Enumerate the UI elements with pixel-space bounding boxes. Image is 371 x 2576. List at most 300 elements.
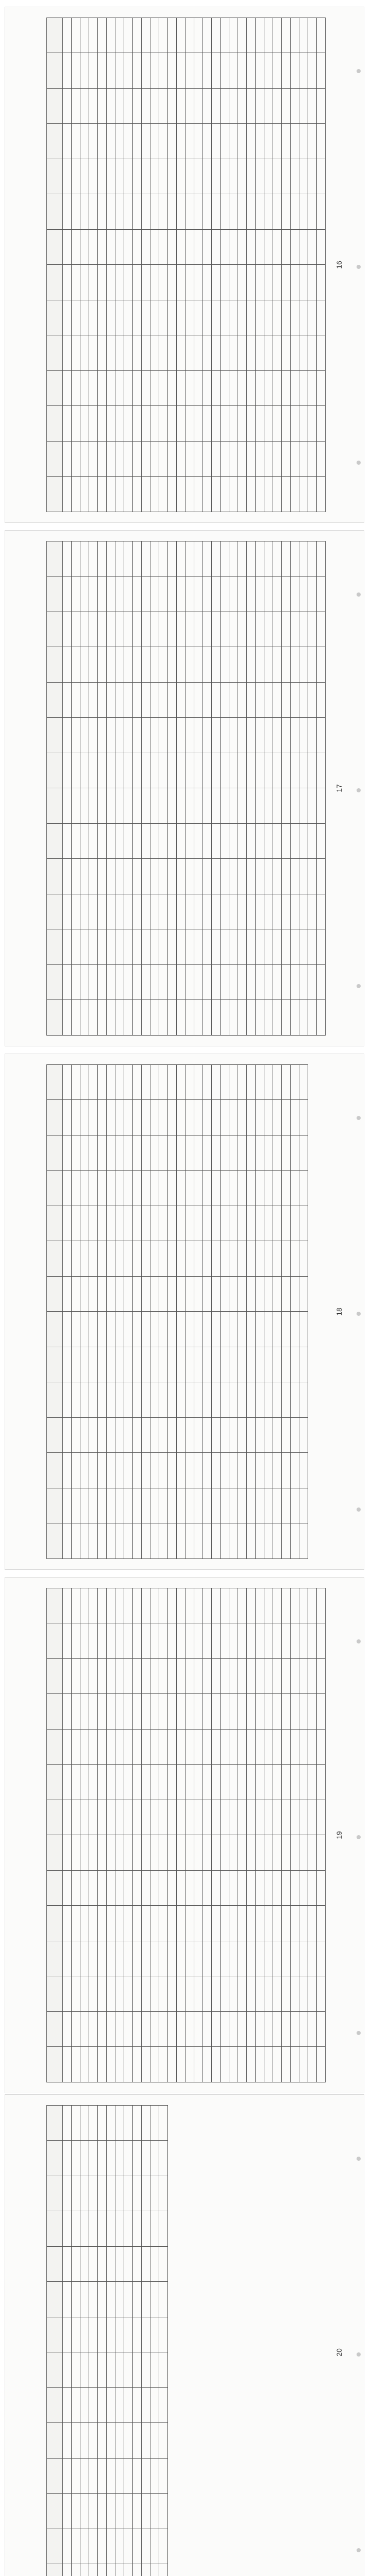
table-cell [107, 718, 115, 753]
table-cell [98, 406, 107, 442]
table-cell [273, 18, 282, 54]
table-cell [89, 300, 98, 336]
table-cell [133, 335, 142, 371]
table-cell [221, 1623, 229, 1659]
table-cell [229, 894, 238, 930]
table-cell [89, 1277, 98, 1312]
table-cell [159, 788, 168, 824]
table-cell [63, 1694, 72, 1730]
table-cell [133, 1623, 142, 1659]
table-cell [80, 2494, 89, 2529]
table-cell [221, 1000, 229, 1036]
table-cell [291, 1136, 299, 1171]
table-cell [221, 788, 229, 824]
table-cell [133, 371, 142, 406]
table-cell [80, 2176, 89, 2212]
table-cell [89, 2388, 98, 2424]
table-cell [98, 442, 107, 477]
table-cell [80, 1800, 89, 1836]
table-cell [238, 1659, 247, 1694]
table-cell [282, 1418, 291, 1453]
table-cell [80, 1277, 89, 1312]
table-cell [115, 89, 124, 124]
table-cell [282, 1765, 291, 1800]
table-cell [63, 53, 72, 89]
table-cell [63, 1906, 72, 1941]
table-cell [264, 1206, 273, 1242]
table-cell [115, 577, 124, 612]
table-row [194, 18, 203, 512]
table-cell [264, 1382, 273, 1418]
table-cell [185, 1418, 194, 1453]
table-cell [221, 1418, 229, 1453]
table-row [142, 1065, 150, 1559]
table-cell [142, 894, 150, 930]
table-cell [115, 1171, 124, 1206]
table-cell [273, 1523, 282, 1559]
table-cell [89, 1694, 98, 1730]
table-cell [115, 894, 124, 930]
table-cell [159, 230, 168, 265]
table-cell [168, 265, 177, 300]
table-cell [317, 824, 326, 859]
table-cell [72, 2106, 80, 2141]
table-cell [221, 1659, 229, 1694]
table-cell [72, 1694, 80, 1730]
table-cell [72, 2388, 80, 2424]
table-cell [142, 2388, 150, 2424]
table-cell [124, 1100, 133, 1136]
table-cell [308, 859, 317, 894]
table-cell [124, 612, 133, 648]
table-cell [150, 159, 159, 195]
table-cell [185, 965, 194, 1001]
table-cell [133, 300, 142, 336]
table-cell [203, 1523, 212, 1559]
table-cell [291, 1347, 299, 1383]
table-cell [80, 159, 89, 195]
table-cell [177, 1694, 185, 1730]
table-cell [177, 230, 185, 265]
table-cell [107, 965, 115, 1001]
table-cell [221, 2047, 229, 2082]
table-cell [221, 1765, 229, 1800]
table-cell [168, 406, 177, 442]
table-cell [256, 1241, 264, 1277]
table-cell [177, 1765, 185, 1800]
table-cell [299, 1871, 308, 1906]
column-header [47, 2176, 63, 2212]
table-cell [229, 683, 238, 718]
table-cell [98, 577, 107, 612]
table-cell [221, 230, 229, 265]
table-cell [291, 1694, 299, 1730]
table-cell [264, 929, 273, 965]
table-row [212, 1065, 221, 1559]
table-cell [150, 1312, 159, 1347]
table-cell [282, 1100, 291, 1136]
table-row [98, 1588, 107, 2082]
table-cell [291, 718, 299, 753]
page-number: 20 [335, 2348, 343, 2357]
table-cell [115, 2176, 124, 2212]
table-cell [212, 2012, 221, 2047]
table-cell [133, 1835, 142, 1871]
table-cell [124, 2317, 133, 2353]
table-cell [115, 1906, 124, 1941]
table-cell [238, 53, 247, 89]
table-cell [115, 965, 124, 1001]
column-header [47, 2529, 63, 2565]
table-cell [72, 1347, 80, 1383]
table-cell [299, 124, 308, 159]
table-cell [194, 300, 203, 336]
table-cell [124, 577, 133, 612]
table-row [247, 18, 256, 512]
table-cell [185, 1659, 194, 1694]
table-cell [142, 1000, 150, 1036]
table-cell [177, 159, 185, 195]
table-cell [89, 18, 98, 54]
table-cell [185, 1835, 194, 1871]
table-cell [142, 647, 150, 683]
table-cell [115, 2106, 124, 2141]
table-row [308, 18, 317, 512]
table-cell [308, 1659, 317, 1694]
table-cell [89, 1730, 98, 1765]
table-cell [63, 1871, 72, 1906]
table-cell [159, 124, 168, 159]
table-cell [238, 1000, 247, 1036]
table-cell [72, 894, 80, 930]
table-cell [80, 1623, 89, 1659]
table-cell [238, 1312, 247, 1347]
table-cell [273, 1171, 282, 1206]
table-cell [133, 1941, 142, 1977]
table-cell [177, 194, 185, 230]
table-cell [133, 2282, 142, 2317]
table-cell [221, 1730, 229, 1765]
table-cell [168, 18, 177, 54]
table-cell [317, 18, 326, 54]
table-cell [89, 1453, 98, 1488]
table-cell [238, 1765, 247, 1800]
table-cell [282, 1730, 291, 1765]
table-cell [124, 335, 133, 371]
table-cell [168, 1659, 177, 1694]
column-header [47, 1800, 63, 1836]
table-cell [159, 2047, 168, 2082]
table-cell [80, 1347, 89, 1383]
table-cell [107, 1100, 115, 1136]
column-header [47, 929, 63, 965]
table-cell [107, 1241, 115, 1277]
table-cell [133, 718, 142, 753]
table-row [159, 541, 168, 1036]
table-cell [177, 859, 185, 894]
table-cell [80, 718, 89, 753]
table-row [115, 2106, 124, 2576]
table-cell [89, 2012, 98, 2047]
table-cell [229, 53, 238, 89]
rotated-content [5, 1054, 364, 1569]
column-header [47, 1588, 63, 1624]
table-cell [168, 1765, 177, 1800]
table-cell [115, 929, 124, 965]
table-cell [159, 406, 168, 442]
table-cell [273, 1871, 282, 1906]
table-cell [221, 1871, 229, 1906]
table-cell [72, 265, 80, 300]
table-cell [291, 371, 299, 406]
table-cell [89, 788, 98, 824]
table-cell [221, 1453, 229, 1488]
table-cell [247, 753, 256, 789]
table-cell [203, 1730, 212, 1765]
table-cell [291, 2047, 299, 2082]
document-page [5, 7, 364, 522]
table-cell [168, 1171, 177, 1206]
table-cell [80, 2211, 89, 2247]
table-row [63, 541, 72, 1036]
table-cell [142, 929, 150, 965]
table-cell [168, 230, 177, 265]
table-cell [98, 2012, 107, 2047]
table-cell [273, 1976, 282, 2012]
table-cell [256, 1312, 264, 1347]
table-cell [63, 371, 72, 406]
table-cell [185, 1588, 194, 1624]
table-cell [264, 1941, 273, 1977]
table-cell [194, 612, 203, 648]
table-cell [247, 159, 256, 195]
table-cell [107, 1871, 115, 1906]
table-cell [115, 647, 124, 683]
table-cell [299, 159, 308, 195]
table-cell [98, 1418, 107, 1453]
rotated-content [5, 531, 364, 1046]
table-cell [72, 442, 80, 477]
table-cell [115, 2317, 124, 2353]
table-cell [98, 2564, 107, 2576]
price-table [46, 18, 326, 512]
table-cell [72, 1277, 80, 1312]
table-cell [98, 89, 107, 124]
table-cell [80, 965, 89, 1001]
table-cell [63, 477, 72, 512]
table-cell [299, 300, 308, 336]
table-cell [299, 541, 308, 577]
table-cell [273, 335, 282, 371]
table-cell [98, 929, 107, 965]
table-cell [203, 541, 212, 577]
table-cell [72, 1382, 80, 1418]
table-cell [238, 1100, 247, 1136]
table-cell [142, 1976, 150, 2012]
table-cell [63, 859, 72, 894]
table-row [282, 1065, 291, 1559]
table-cell [273, 1694, 282, 1730]
table-cell [107, 2494, 115, 2529]
table-cell [115, 371, 124, 406]
table-cell [150, 1347, 159, 1383]
table-cell [203, 2047, 212, 2082]
table-cell [229, 788, 238, 824]
table-cell [221, 477, 229, 512]
table-cell [72, 230, 80, 265]
table-cell [256, 2047, 264, 2082]
table-cell [194, 1588, 203, 1624]
table-cell [150, 1418, 159, 1453]
table-cell [185, 1347, 194, 1383]
table-cell [229, 265, 238, 300]
table-cell [264, 718, 273, 753]
table-cell [264, 159, 273, 195]
table-cell [247, 1488, 256, 1524]
table-cell [142, 1277, 150, 1312]
table-cell [221, 647, 229, 683]
table-cell [203, 1000, 212, 1036]
table-cell [308, 442, 317, 477]
table-cell [273, 1941, 282, 1977]
table-cell [107, 1171, 115, 1206]
table-cell [185, 1523, 194, 1559]
table-cell [168, 2047, 177, 2082]
table-cell [159, 612, 168, 648]
column-header [47, 1206, 63, 1242]
table-cell [115, 1588, 124, 1624]
table-cell [115, 1241, 124, 1277]
table-cell [133, 2494, 142, 2529]
table-cell [238, 1382, 247, 1418]
table-cell [80, 1171, 89, 1206]
table-row [185, 1065, 194, 1559]
table-cell [150, 1453, 159, 1488]
table-cell [229, 18, 238, 54]
table-cell [107, 2388, 115, 2424]
table-cell [317, 753, 326, 789]
table-row [142, 18, 150, 512]
table-cell [247, 265, 256, 300]
table-cell [273, 1453, 282, 1488]
table-row [256, 1588, 264, 2082]
table-cell [133, 2423, 142, 2459]
table-cell [63, 1453, 72, 1488]
table-cell [273, 1100, 282, 1136]
table-cell [212, 194, 221, 230]
table-cell [168, 1623, 177, 1659]
table-cell [317, 541, 326, 577]
table-cell [299, 1277, 308, 1312]
table-cell [185, 612, 194, 648]
table-cell [247, 230, 256, 265]
table-cell [299, 477, 308, 512]
table-cell [115, 541, 124, 577]
column-header [47, 612, 63, 648]
table-cell [133, 753, 142, 789]
table-cell [238, 1488, 247, 1524]
column-header [47, 1730, 63, 1765]
table-row [63, 1588, 72, 2082]
table-cell [194, 1136, 203, 1171]
table-cell [229, 541, 238, 577]
table-row [89, 541, 98, 1036]
table-cell [194, 53, 203, 89]
table-cell [63, 753, 72, 789]
table-cell [142, 1206, 150, 1242]
table-cell [115, 335, 124, 371]
table-cell [177, 788, 185, 824]
table-cell [133, 2459, 142, 2494]
table-cell [63, 159, 72, 195]
table-cell [273, 718, 282, 753]
table-cell [107, 265, 115, 300]
table-cell [63, 1976, 72, 2012]
table-cell [159, 2494, 168, 2529]
table-cell [264, 124, 273, 159]
table-cell [264, 1277, 273, 1312]
table-cell [203, 89, 212, 124]
table-cell [159, 1065, 168, 1100]
table-cell [238, 1523, 247, 1559]
table-cell [221, 265, 229, 300]
table-cell [247, 1206, 256, 1242]
table-cell [264, 1312, 273, 1347]
table-row [291, 18, 299, 512]
table-cell [150, 2459, 159, 2494]
table-cell [133, 2317, 142, 2353]
table-row [203, 18, 212, 512]
table-cell [159, 1241, 168, 1277]
table-cell [291, 541, 299, 577]
table-cell [98, 612, 107, 648]
table-cell [282, 647, 291, 683]
table-cell [291, 124, 299, 159]
table-cell [150, 647, 159, 683]
table-cell [291, 230, 299, 265]
table-cell [194, 1453, 203, 1488]
table-cell [133, 159, 142, 195]
table-cell [308, 541, 317, 577]
table-cell [72, 1453, 80, 1488]
table-cell [282, 1277, 291, 1312]
table-cell [124, 371, 133, 406]
table-row [247, 1588, 256, 2082]
column-header [47, 1000, 63, 1036]
table-cell [124, 265, 133, 300]
table-cell [89, 2106, 98, 2141]
table-cell [168, 89, 177, 124]
table-cell [256, 477, 264, 512]
table-cell [256, 1765, 264, 1800]
table-cell [80, 2282, 89, 2317]
table-cell [299, 1100, 308, 1136]
table-row [212, 1588, 221, 2082]
table-cell [221, 718, 229, 753]
table-cell [80, 1065, 89, 1100]
table-cell [299, 1976, 308, 2012]
table-cell [150, 965, 159, 1001]
table-cell [212, 1241, 221, 1277]
table-cell [247, 824, 256, 859]
column-header [47, 788, 63, 824]
table-cell [264, 1976, 273, 2012]
table-cell [203, 2012, 212, 2047]
table-cell [317, 300, 326, 336]
table-cell [299, 1523, 308, 1559]
table-cell [133, 612, 142, 648]
table-cell [185, 89, 194, 124]
